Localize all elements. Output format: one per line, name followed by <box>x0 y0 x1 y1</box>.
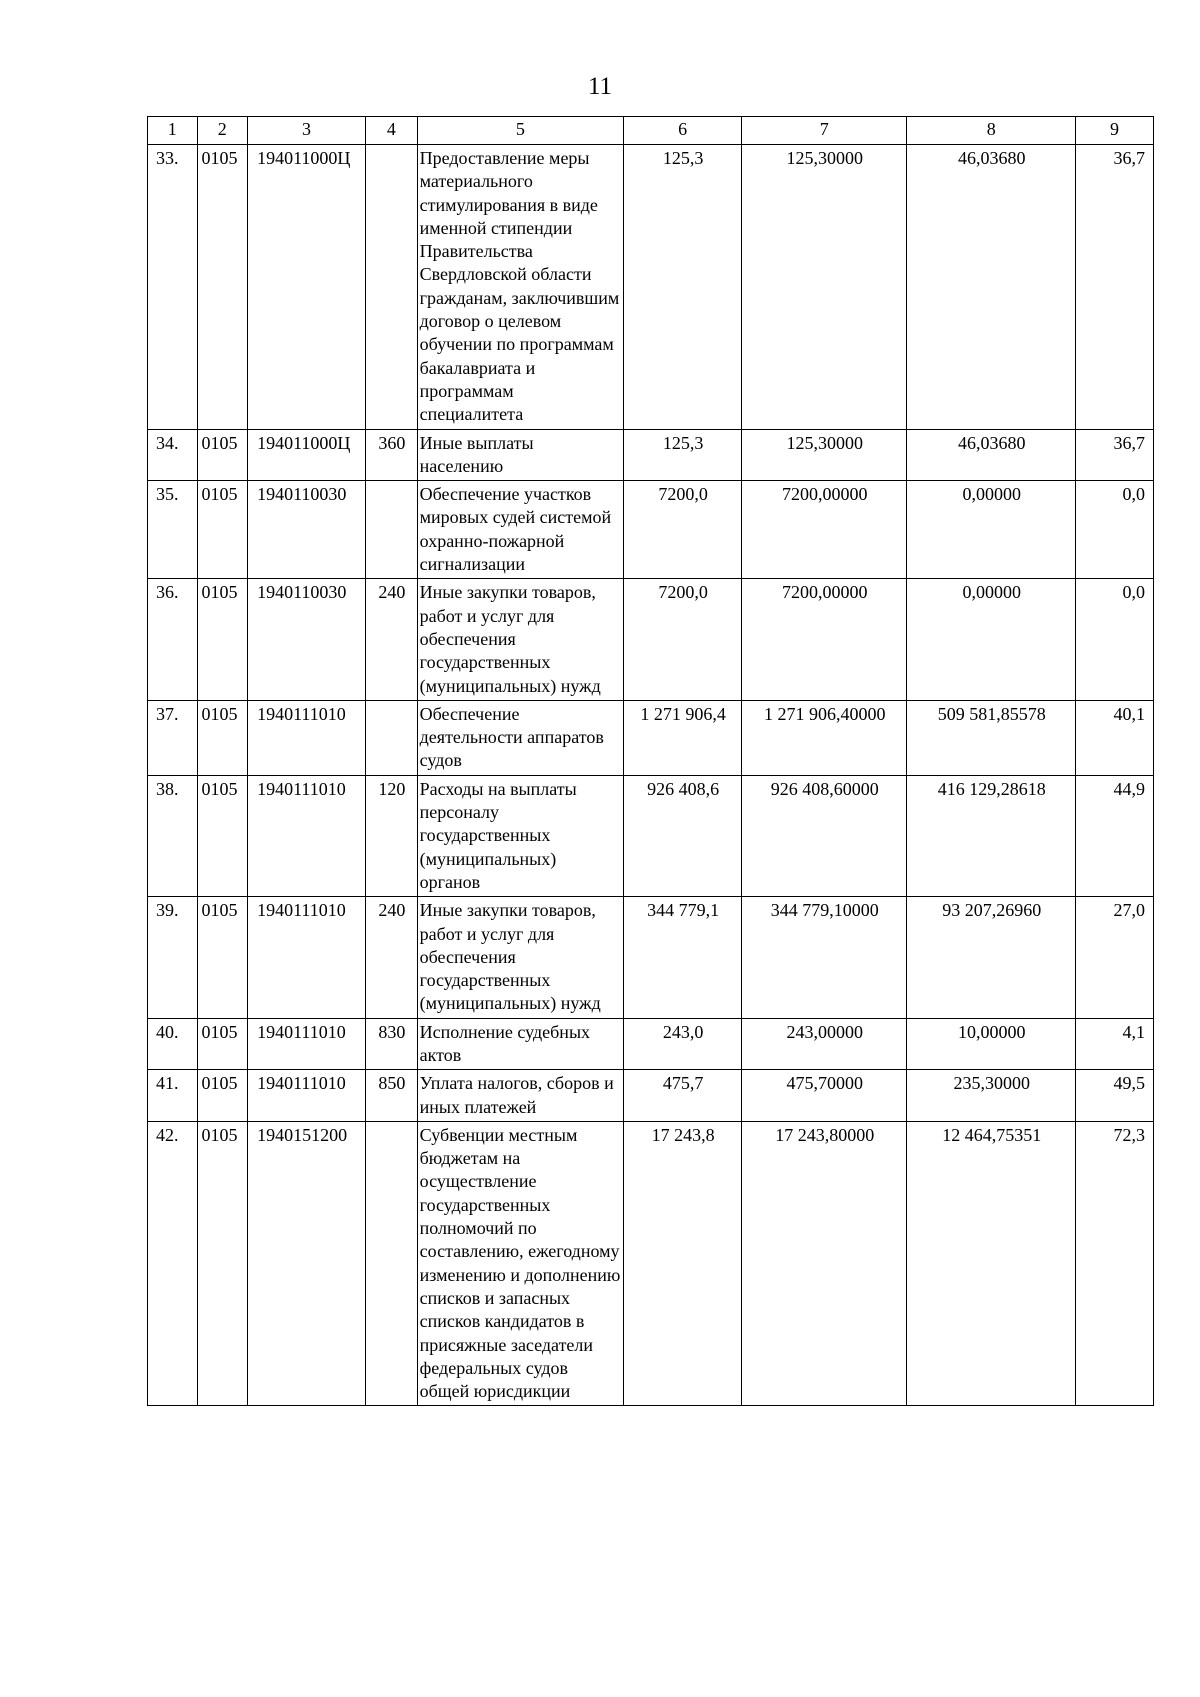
expense-type-code: 360 <box>366 429 418 481</box>
table-row <box>148 1018 1154 1070</box>
value-col6: 475,7 <box>624 1070 742 1122</box>
expense-type-code: 240 <box>366 579 418 700</box>
item-name: Предоставление меры материального стимулирования в виде именной стипендии Правительства Свердловской области гражданам, заключившим договор о целевом обучении по программам бакалавриата и программам специалитета <box>417 145 623 430</box>
item-name: Расходы на выплаты персоналу государственных (муниципальных) органов <box>417 775 623 896</box>
percent-col9: 4,1 <box>1075 1018 1153 1070</box>
target-article-code: 1940151200 <box>248 1121 366 1406</box>
section-code: 0105 <box>197 579 248 700</box>
percent-col9: 36,7 <box>1075 429 1153 481</box>
section-code: 0105 <box>197 775 248 896</box>
column-header: 2 <box>197 117 248 145</box>
value-col6: 926 408,6 <box>624 775 742 896</box>
value-col7: 344 779,10000 <box>742 897 907 1018</box>
value-col6: 344 779,1 <box>624 897 742 1018</box>
value-col6: 243,0 <box>624 1018 742 1070</box>
target-article-code: 1940111010 <box>248 1070 366 1122</box>
item-name: Субвенции местным бюджетам на осуществление государственных полномочий по составлению, ежегодному изменению и дополнению списков и запасных списков кандидатов в присяжные заседатели федеральных судов общей юрисдикции <box>417 1121 623 1406</box>
item-name: Уплата налогов, сборов и иных платежей <box>417 1070 623 1122</box>
value-col8: 12 464,75351 <box>907 1121 1076 1406</box>
target-article-code: 1940111010 <box>248 700 366 775</box>
value-col8: 0,00000 <box>907 579 1076 700</box>
expense-type-code <box>366 481 418 579</box>
item-name: Обеспечение участков мировых судей системой охранно-пожарной сигнализации <box>417 481 623 579</box>
page-number: 11 <box>587 73 613 100</box>
table-row <box>148 579 1154 700</box>
expense-type-code: 850 <box>366 1070 418 1122</box>
section-code: 0105 <box>197 1018 248 1070</box>
column-header: 9 <box>1075 117 1153 145</box>
row-number: 36. <box>148 579 198 700</box>
header-row <box>148 117 1154 145</box>
percent-col9: 72,3 <box>1075 1121 1153 1406</box>
table-row <box>148 429 1154 481</box>
value-col7: 1 271 906,40000 <box>742 700 907 775</box>
expense-type-code <box>366 145 418 430</box>
row-number: 40. <box>148 1018 198 1070</box>
column-header: 3 <box>248 117 366 145</box>
value-col8: 46,03680 <box>907 429 1076 481</box>
value-col7: 125,30000 <box>742 145 907 430</box>
value-col7: 926 408,60000 <box>742 775 907 896</box>
column-header: 6 <box>624 117 742 145</box>
row-number: 34. <box>148 429 198 481</box>
budget-table <box>147 116 1154 1406</box>
section-code: 0105 <box>197 1121 248 1406</box>
percent-col9: 36,7 <box>1075 145 1153 430</box>
target-article-code: 1940110030 <box>248 579 366 700</box>
row-number: 33. <box>148 145 198 430</box>
table-row <box>148 1070 1154 1122</box>
value-col8: 93 207,26960 <box>907 897 1076 1018</box>
section-code: 0105 <box>197 1070 248 1122</box>
target-article-code: 1940111010 <box>248 897 366 1018</box>
percent-col9: 27,0 <box>1075 897 1153 1018</box>
item-name: Исполнение судебных актов <box>417 1018 623 1070</box>
value-col7: 7200,00000 <box>742 579 907 700</box>
value-col7: 17 243,80000 <box>742 1121 907 1406</box>
table-row <box>148 1121 1154 1406</box>
column-header: 4 <box>366 117 418 145</box>
value-col6: 7200,0 <box>624 481 742 579</box>
percent-col9: 0,0 <box>1075 481 1153 579</box>
value-col6: 7200,0 <box>624 579 742 700</box>
section-code: 0105 <box>197 897 248 1018</box>
item-name: Обеспечение деятельности аппаратов судов <box>417 700 623 775</box>
expense-type-code <box>366 1121 418 1406</box>
section-code: 0105 <box>197 481 248 579</box>
table-row <box>148 145 1154 430</box>
value-col7: 243,00000 <box>742 1018 907 1070</box>
value-col8: 235,30000 <box>907 1070 1076 1122</box>
item-name: Иные закупки товаров, работ и услуг для обеспечения государственных (муниципальных) нужд <box>417 897 623 1018</box>
row-number: 39. <box>148 897 198 1018</box>
value-col8: 46,03680 <box>907 145 1076 430</box>
table-row <box>148 481 1154 579</box>
expense-type-code: 830 <box>366 1018 418 1070</box>
value-col8: 0,00000 <box>907 481 1076 579</box>
target-article-code: 1940110030 <box>248 481 366 579</box>
percent-col9: 40,1 <box>1075 700 1153 775</box>
percent-col9: 0,0 <box>1075 579 1153 700</box>
column-header: 5 <box>417 117 623 145</box>
section-code: 0105 <box>197 429 248 481</box>
row-number: 35. <box>148 481 198 579</box>
column-header: 1 <box>148 117 198 145</box>
column-header: 8 <box>907 117 1076 145</box>
value-col8: 10,00000 <box>907 1018 1076 1070</box>
column-header: 7 <box>742 117 907 145</box>
expense-type-code: 120 <box>366 775 418 896</box>
section-code: 0105 <box>197 145 248 430</box>
section-code: 0105 <box>197 700 248 775</box>
expense-type-code <box>366 700 418 775</box>
value-col7: 125,30000 <box>742 429 907 481</box>
table-row <box>148 897 1154 1018</box>
target-article-code: 194011000Ц <box>248 429 366 481</box>
value-col6: 1 271 906,4 <box>624 700 742 775</box>
value-col7: 475,70000 <box>742 1070 907 1122</box>
row-number: 37. <box>148 700 198 775</box>
row-number: 41. <box>148 1070 198 1122</box>
value-col6: 17 243,8 <box>624 1121 742 1406</box>
row-number: 42. <box>148 1121 198 1406</box>
value-col6: 125,3 <box>624 145 742 430</box>
table-row <box>148 700 1154 775</box>
table-row <box>148 775 1154 896</box>
value-col8: 416 129,28618 <box>907 775 1076 896</box>
value-col7: 7200,00000 <box>742 481 907 579</box>
item-name: Иные закупки товаров, работ и услуг для обеспечения государственных (муниципальных) нужд <box>417 579 623 700</box>
item-name: Иные выплаты населению <box>417 429 623 481</box>
value-col8: 509 581,85578 <box>907 700 1076 775</box>
target-article-code: 194011000Ц <box>248 145 366 430</box>
value-col6: 125,3 <box>624 429 742 481</box>
row-number: 38. <box>148 775 198 896</box>
expense-type-code: 240 <box>366 897 418 1018</box>
target-article-code: 1940111010 <box>248 1018 366 1070</box>
target-article-code: 1940111010 <box>248 775 366 896</box>
percent-col9: 44,9 <box>1075 775 1153 896</box>
percent-col9: 49,5 <box>1075 1070 1153 1122</box>
